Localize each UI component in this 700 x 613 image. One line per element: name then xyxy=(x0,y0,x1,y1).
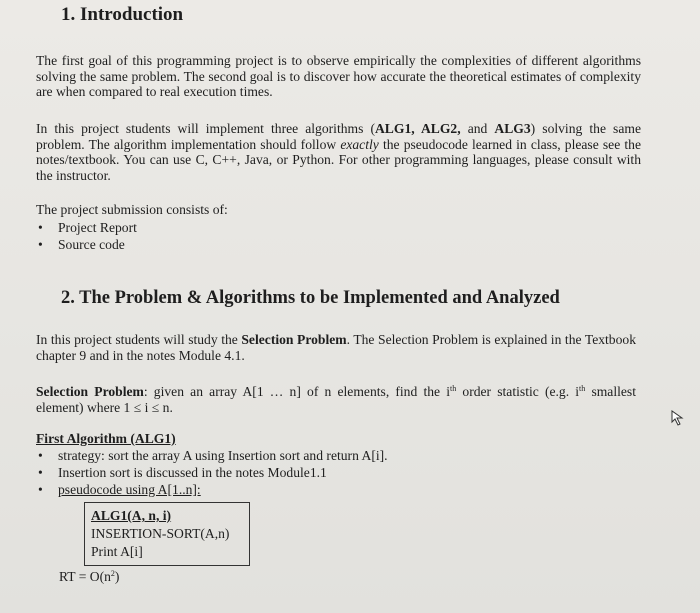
text-run: the pseudocode learned in class, please see the notes/textbook. You can use C, C++, Java, or Python. For other programming languages, please consult with the instructor. xyxy=(36,136,641,183)
submission-intro: The project submission consists of: xyxy=(36,202,228,217)
list-item-text: Project Report xyxy=(58,220,137,235)
pseudocode-box xyxy=(84,502,250,566)
code-line: Print A[i] xyxy=(91,544,143,559)
list-item xyxy=(36,219,137,236)
text-run: . The Selection Problem is explained in the Textbook chapter 9 and in the notes Module 4.1. xyxy=(36,332,636,363)
list-item xyxy=(36,236,137,253)
text-run: ) solving the same problem. The algorithm implementation should follow xyxy=(36,121,641,152)
section-1-heading: 1. Introduction xyxy=(61,4,184,25)
text-run: RT = O(n xyxy=(59,569,111,584)
text-run: : given an array A[1 … n] of n elements, find the i xyxy=(143,384,450,399)
text-run: order statistic (e.g. i xyxy=(456,384,580,399)
bullet-icon: • xyxy=(38,465,43,480)
text-run: In this project students will implement three algorithms ( xyxy=(36,121,375,136)
text-run: In this project students will study the xyxy=(36,332,242,347)
intro-paragraph-1: The first goal of this programming project is to observe empirically the complexities of different algorithms solving the same problem. The second goal is to discover how accurate the theoretical estimates of complexity are when compared to real execution times. xyxy=(36,53,641,99)
first-algorithm-heading: First Algorithm (ALG1) xyxy=(36,431,176,446)
list-item-text: Source code xyxy=(58,237,125,252)
superscript: 2 xyxy=(110,569,115,578)
selection-problem-definition xyxy=(36,381,636,415)
section-2-heading: 2. The Problem & Algorithms to be Implemented and Analyzed xyxy=(61,288,560,308)
bullet-icon: • xyxy=(38,448,43,463)
code-line: INSERTION-SORT(A,n) xyxy=(91,526,230,541)
text-run: smallest element) where 1 ≤ i ≤ n. xyxy=(36,384,636,415)
italic-run: exactly xyxy=(340,136,379,152)
alg1-list xyxy=(36,447,388,498)
list-item xyxy=(36,447,388,464)
text-run: ) xyxy=(114,569,120,584)
bold-run: Selection Problem xyxy=(241,332,347,347)
bullet-icon: • xyxy=(38,482,43,497)
problem-paragraph xyxy=(36,332,636,363)
superscript: th xyxy=(450,384,457,393)
running-time xyxy=(59,569,119,585)
list-item-text: strategy: sort the array A using Insertion sort and return A[i]. xyxy=(58,448,388,463)
list-item-text: pseudocode using A[1..n]: xyxy=(58,482,201,497)
superscript: th xyxy=(579,384,586,393)
bold-run: ALG3 xyxy=(494,121,531,136)
intro-paragraph-2 xyxy=(36,121,641,183)
list-item xyxy=(36,464,388,481)
bold-run: Selection Problem xyxy=(36,384,144,399)
submission-list xyxy=(36,219,137,253)
bold-run: ALG1, ALG2, xyxy=(374,121,461,136)
list-item xyxy=(36,481,388,498)
list-item-text: Insertion sort is discussed in the notes Module1.1 xyxy=(58,465,327,480)
code-line-signature: ALG1(A, n, i) xyxy=(91,508,172,523)
bullet-icon: • xyxy=(38,237,43,252)
mouse-cursor-icon xyxy=(671,410,685,426)
bullet-icon: • xyxy=(38,220,43,235)
text-run: and xyxy=(460,121,495,136)
